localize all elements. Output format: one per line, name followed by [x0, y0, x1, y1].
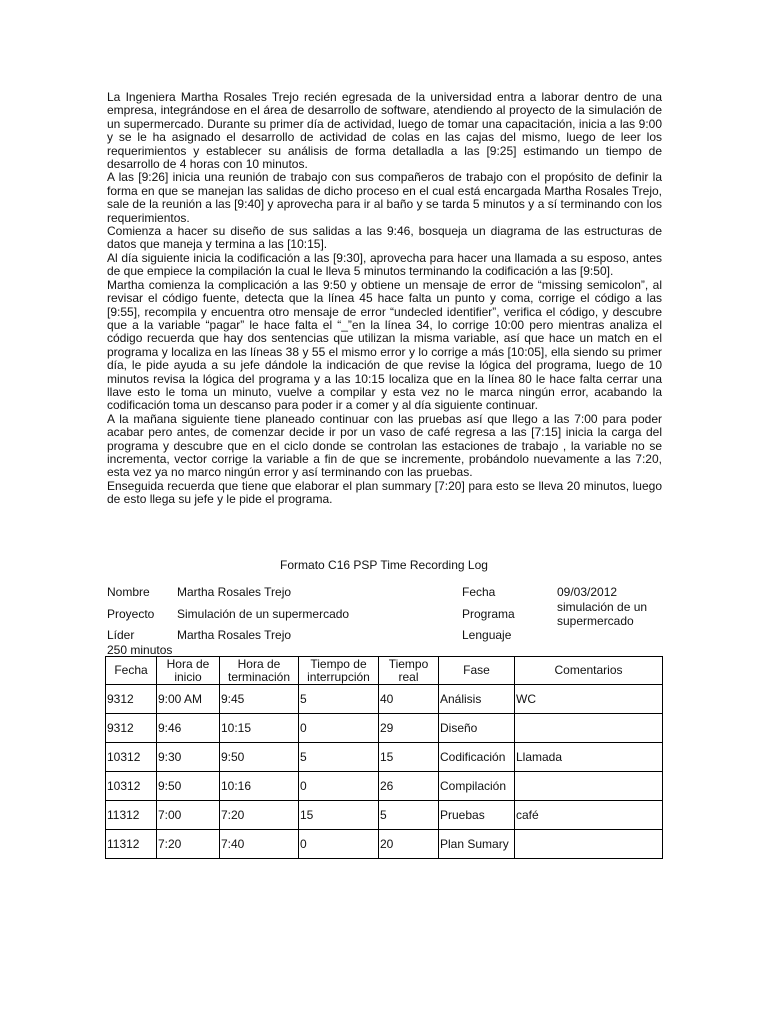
cell-tiempo-real: 26: [379, 772, 439, 801]
fecha-label: Fecha: [462, 585, 496, 599]
table-header-row: [106, 657, 663, 685]
total-minutes: 250 minutos: [107, 643, 173, 657]
paragraph: Comienza a hacer su diseño de sus salidas a las 9:46, bosqueja un diagrama de las estructuras de datos que maneja y termina a las [10:15].: [107, 224, 662, 252]
cell-hora-inicio: 9:46: [157, 714, 220, 743]
cell-tiempo-interrupcion: 15: [299, 801, 379, 830]
proyecto-label: Proyecto: [107, 607, 155, 621]
cell-tiempo-real: 40: [379, 685, 439, 714]
cell-fecha: 10312: [106, 743, 157, 772]
nombre-label: Nombre: [107, 585, 150, 599]
cell-hora-terminacion: 9:50: [220, 743, 299, 772]
header-hora-inicio: Hora de inicio: [157, 657, 220, 685]
cell-tiempo-real: 5: [379, 801, 439, 830]
table-row: [106, 801, 663, 830]
table-row: [106, 743, 663, 772]
cell-tiempo-real: 15: [379, 743, 439, 772]
programa-label: Programa: [462, 607, 515, 621]
paragraph: Enseguida recuerda que tiene que elaborar el plan summary [7:20] para esto se lleva 20 minutos, luego de esto llega su jefe y le pide el programa.: [107, 478, 662, 507]
header-fecha: Fecha: [106, 657, 157, 685]
cell-fase: Compilación: [439, 772, 515, 801]
header-tiempo-interrupcion: Tiempo de interrupción: [299, 657, 379, 685]
programa-value: simulación de un supermercado: [557, 600, 648, 628]
cell-hora-terminacion: 10:15: [220, 714, 299, 743]
cell-tiempo-interrupcion: 0: [299, 714, 379, 743]
header-tiempo-real: Tiempo real: [379, 657, 439, 685]
cell-tiempo-real: 20: [379, 830, 439, 859]
fecha-value: 09/03/2012: [557, 585, 618, 599]
lider-label: Líder: [107, 628, 135, 642]
document-body: [107, 91, 662, 507]
paragraph: Martha comienza la complicación a las 9:50 y obtiene un mensaje de error de “missing semicolon”, al revisar el código fuente, detecta que la línea 45 hace falta un punto y coma, corrige el código a las [9:55], recompila y encuentra otro mensaje de error “undecled identifier”, verifica el código, y descubre que a la variable “pagar” le hace falta el “_”en la línea 34, lo corrige 10:00 pero mientras analiza el código recuerda que hay dos sentencias que utilizan la misma variable, así que hace un match en el programa y localiza en las líneas 38 y 55 el mismo error y lo corrige a más [10:05], ella siendo su primer día, le pide ayuda a su jefe dándole la indicación de que revise la lógica del programa, luego de 10 minutos revisa la lógica del programa y a las 10:15 localiza que en la línea 80 le hace falta cerrar una llave esto le toma un minuto, vuelve a compilar y esta vez no le marca ningún error, acabando la codificación toma un descanso para poder ir a comer y al día siguiente continuar.: [107, 277, 662, 413]
paragraph: A las [9:26] inicia una reunión de trabajo con sus compañeros de trabajo con el propósito de definir la forma en que se manejan las salidas de dicho proceso en el cual está encargada Martha Rosales Trejo, sale de la reunión a las [9:40] y aprovecha para ir al baño y se tarda 5 minutos y a sí terminando con los requerimientos.: [107, 170, 662, 225]
cell-fecha: 9312: [106, 685, 157, 714]
cell-fase: Análisis: [439, 685, 515, 714]
cell-comentarios: [515, 830, 663, 859]
cell-comentarios: WC: [515, 685, 663, 714]
header-hora-terminacion: Hora de terminación: [220, 657, 299, 685]
cell-comentarios: Llamada: [515, 743, 663, 772]
table-row: [106, 685, 663, 714]
cell-hora-terminacion: 9:45: [220, 685, 299, 714]
cell-tiempo-interrupcion: 0: [299, 830, 379, 859]
header-fase: Fase: [439, 657, 515, 685]
cell-fecha: 9312: [106, 714, 157, 743]
cell-fase: Codificación: [439, 743, 515, 772]
cell-fecha: 10312: [106, 772, 157, 801]
paragraph: Al día siguiente inicia la codificación a las [9:30], aprovecha para hacer una llamada a su esposo, antes de que empiece la compilación la cual le lleva 5 minutos terminando la codificación a las [9:50].: [107, 250, 662, 279]
cell-comentarios: [515, 714, 663, 743]
cell-hora-terminacion: 7:20: [220, 801, 299, 830]
cell-comentarios: café: [515, 801, 663, 830]
paragraph: La Ingeniera Martha Rosales Trejo recién egresada de la universidad entra a laborar dentro de una empresa, integrándose en el área de desarrollo de software, atendiendo al proyecto de la simulación de un supermercado. Durante su primer día de actividad, luego de tomar una capacitación, inicia a las 9:00 y se le ha asignado el desarrollo de actividad de colas en las cajas del mismo, luego de leer los requerimientos y establecer su análisis de forma detalladla a las [9:25] estimando un tiempo de desarrollo de 4 horas con 10 minutos.: [107, 90, 662, 172]
cell-fecha: 11312: [106, 801, 157, 830]
cell-hora-terminacion: 7:40: [220, 830, 299, 859]
cell-fase: Plan Sumary: [439, 830, 515, 859]
form-title: Formato C16 PSP Time Recording Log: [280, 558, 488, 572]
table-row: [106, 714, 663, 743]
cell-hora-terminacion: 10:16: [220, 772, 299, 801]
nombre-value: Martha Rosales Trejo: [177, 585, 292, 599]
time-recording-log-table: [105, 656, 663, 859]
header-comentarios: Comentarios: [515, 657, 663, 685]
cell-tiempo-interrupcion: 5: [299, 685, 379, 714]
table-row: [106, 772, 663, 801]
cell-hora-inicio: 7:20: [157, 830, 220, 859]
cell-fecha: 11312: [106, 830, 157, 859]
table-row: [106, 830, 663, 859]
cell-tiempo-real: 29: [379, 714, 439, 743]
lenguaje-label: Lenguaje: [462, 628, 512, 642]
cell-hora-inicio: 9:50: [157, 772, 220, 801]
lider-value: Martha Rosales Trejo: [177, 628, 292, 642]
cell-tiempo-interrupcion: 0: [299, 772, 379, 801]
cell-fase: Diseño: [439, 714, 515, 743]
paragraph: A la mañana siguiente tiene planeado continuar con las pruebas así que llego a las 7:00 para poder acabar pero antes, de comenzar decide ir por un vaso de café regresa a las [7:15] inicia la carga del programa y descubre que en el ciclo donde se controlan las estaciones de trabajo , la variable no se incrementa, vector corrige la variable a fin de que se incremente, probándolo nuevamente a las 7:20, esta vez ya no marco ningún error y así terminando con las pruebas.: [107, 411, 662, 480]
cell-hora-inicio: 9:00 AM: [157, 685, 220, 714]
proyecto-value: Simulación de un supermercado: [177, 607, 350, 621]
cell-hora-inicio: 7:00: [157, 801, 220, 830]
cell-tiempo-interrupcion: 5: [299, 743, 379, 772]
cell-fase: Pruebas: [439, 801, 515, 830]
cell-comentarios: [515, 772, 663, 801]
cell-hora-inicio: 9:30: [157, 743, 220, 772]
